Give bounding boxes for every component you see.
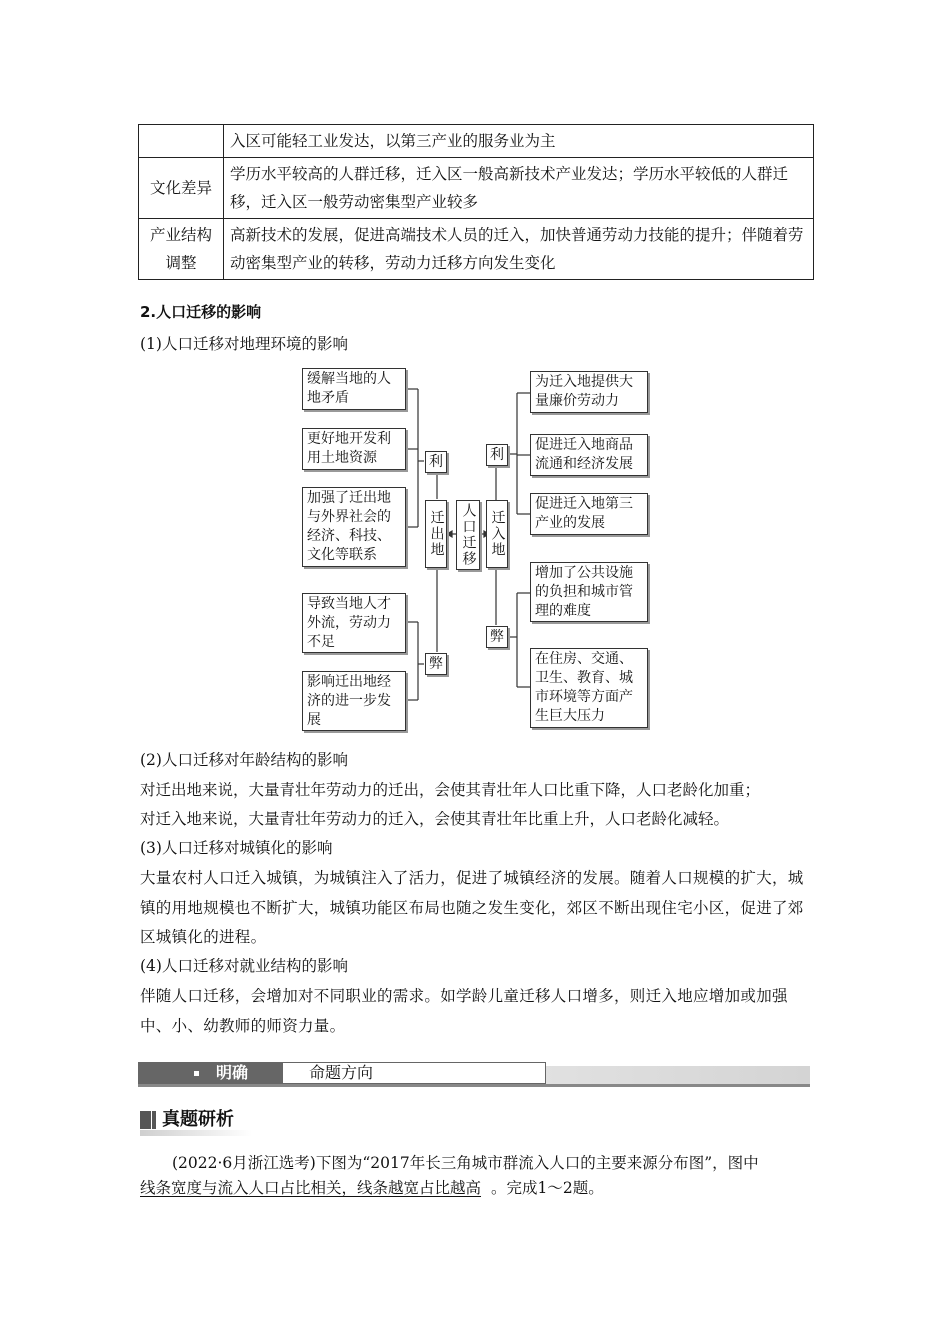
paragraph-line: 对迁入地来说，大量青壮年劳动力的迁入，会使其青壮年比重上升，人口老龄化减轻。 <box>140 810 730 828</box>
in-harm-label: 弊 <box>486 626 508 648</box>
in-harm-box: 在住房、交通、卫生、教育、城市环境等方面产生巨大压力 <box>530 648 648 728</box>
out-benefit-box: 加强了迁出地与外界社会的经济、科技、文化等联系 <box>302 487 406 567</box>
in-benefit-label: 利 <box>486 444 508 466</box>
banner-left-text: 明确 <box>216 1063 249 1082</box>
out-benefit-box: 缓解当地的人地矛盾 <box>302 368 406 410</box>
out-benefit-label: 利 <box>425 451 447 473</box>
table-cell-content: 入区可能轻工业发达，以第三产业的服务业为主 <box>224 125 814 158</box>
in-benefit-box: 促进迁入地商品流通和经济发展 <box>530 434 648 476</box>
in-harm-box: 增加了公共设施的负担和城市管理的难度 <box>530 562 648 622</box>
zhenti-title: 真题研析 <box>162 1109 234 1130</box>
table-row <box>139 219 814 280</box>
paragraph-employment: 伴随人口迁移，会增加对不同职业的需求。如学龄儿童迁移人口增多，则迁入地应增加或加强中、小、幼教师的师资力量。 <box>140 987 788 1035</box>
out-harm-box: 导致当地人才外流，劳动力不足 <box>302 593 406 653</box>
question-underlined-text: 线条宽度与流入人口占比相关，线条越宽占比越高 <box>140 1179 482 1197</box>
question-suffix: 。完成1～2题。 <box>491 1179 604 1197</box>
in-benefit-box: 促进迁入地第三产业的发展 <box>530 493 648 535</box>
paragraph-line: 对迁出地来说，大量青壮年劳动力的迁出，会使其青壮年人口比重下降，人口老龄化加重； <box>140 781 761 799</box>
in-benefit-box: 为迁入地提供大量廉价劳动力 <box>530 371 648 413</box>
migration-factors-table <box>138 124 814 280</box>
banner-stripe <box>138 1084 810 1087</box>
table-cell-label: 文化差异 <box>139 158 224 219</box>
table-cell-label <box>139 219 224 280</box>
in-place-box: 迁入地 <box>486 500 508 568</box>
zhenti-marker-icon <box>152 1111 156 1129</box>
out-benefit-box: 更好地开发利用土地资源 <box>302 428 406 470</box>
zhenti-marker-icon <box>140 1111 151 1129</box>
banner-light-segment <box>282 1062 546 1084</box>
section-heading: 2.人口迁移的影响 <box>140 303 262 321</box>
table-row <box>139 125 814 158</box>
table-cell-label <box>139 125 224 158</box>
banner-right-text: 命题方向 <box>309 1063 374 1082</box>
question-text-line1: (2022·6月浙江选考)下图为“2017年长三角城市群流入人口的主要来源分布图”，图中 <box>172 1154 759 1172</box>
question-text-line2 <box>140 1175 604 1201</box>
out-harm-box: 影响迁出地经济的进一步发展 <box>302 671 406 731</box>
table-cell-content: 学历水平较高的人群迁移，迁入区一般高新技术产业发达；学历水平较低的人群迁移，迁入区一般劳动密集型产业较多 <box>224 158 814 219</box>
out-place-box: 迁出地 <box>425 500 447 568</box>
banner-square-icon <box>194 1071 199 1076</box>
section-banner <box>138 1062 810 1088</box>
table-cell-content: 高新技术的发展，促进高端技术人员的迁入，加快普通劳动力技能的提升；伴随着劳动密集型产业的转移，劳动力迁移方向发生变化 <box>224 219 814 280</box>
subheading-age-structure: (2)人口迁移对年龄结构的影响 <box>140 751 348 769</box>
subheading-employment: (4)人口迁移对就业结构的影响 <box>140 957 348 975</box>
subheading-urbanization: (3)人口迁移对城镇化的影响 <box>140 839 333 857</box>
subheading-geo-env: (1)人口迁移对地理环境的影响 <box>140 335 348 353</box>
out-harm-label: 弊 <box>425 653 447 675</box>
migration-impact-diagram <box>300 365 652 735</box>
table-row <box>139 158 814 219</box>
paragraph-urbanization: 大量农村人口迁入城镇，为城镇注入了活力，促进了城镇经济的发展。随着人口规模的扩大，城镇的用地规模也不断扩大，城镇功能区布局也随之发生变化，郊区不断出现住宅小区，促进了郊区城镇化的进程。 <box>140 869 804 946</box>
table-cell-label-text: 产业结构调整 <box>149 226 212 272</box>
center-migration-box: 人口迁移 <box>456 500 480 570</box>
banner-dark-segment <box>138 1062 282 1084</box>
